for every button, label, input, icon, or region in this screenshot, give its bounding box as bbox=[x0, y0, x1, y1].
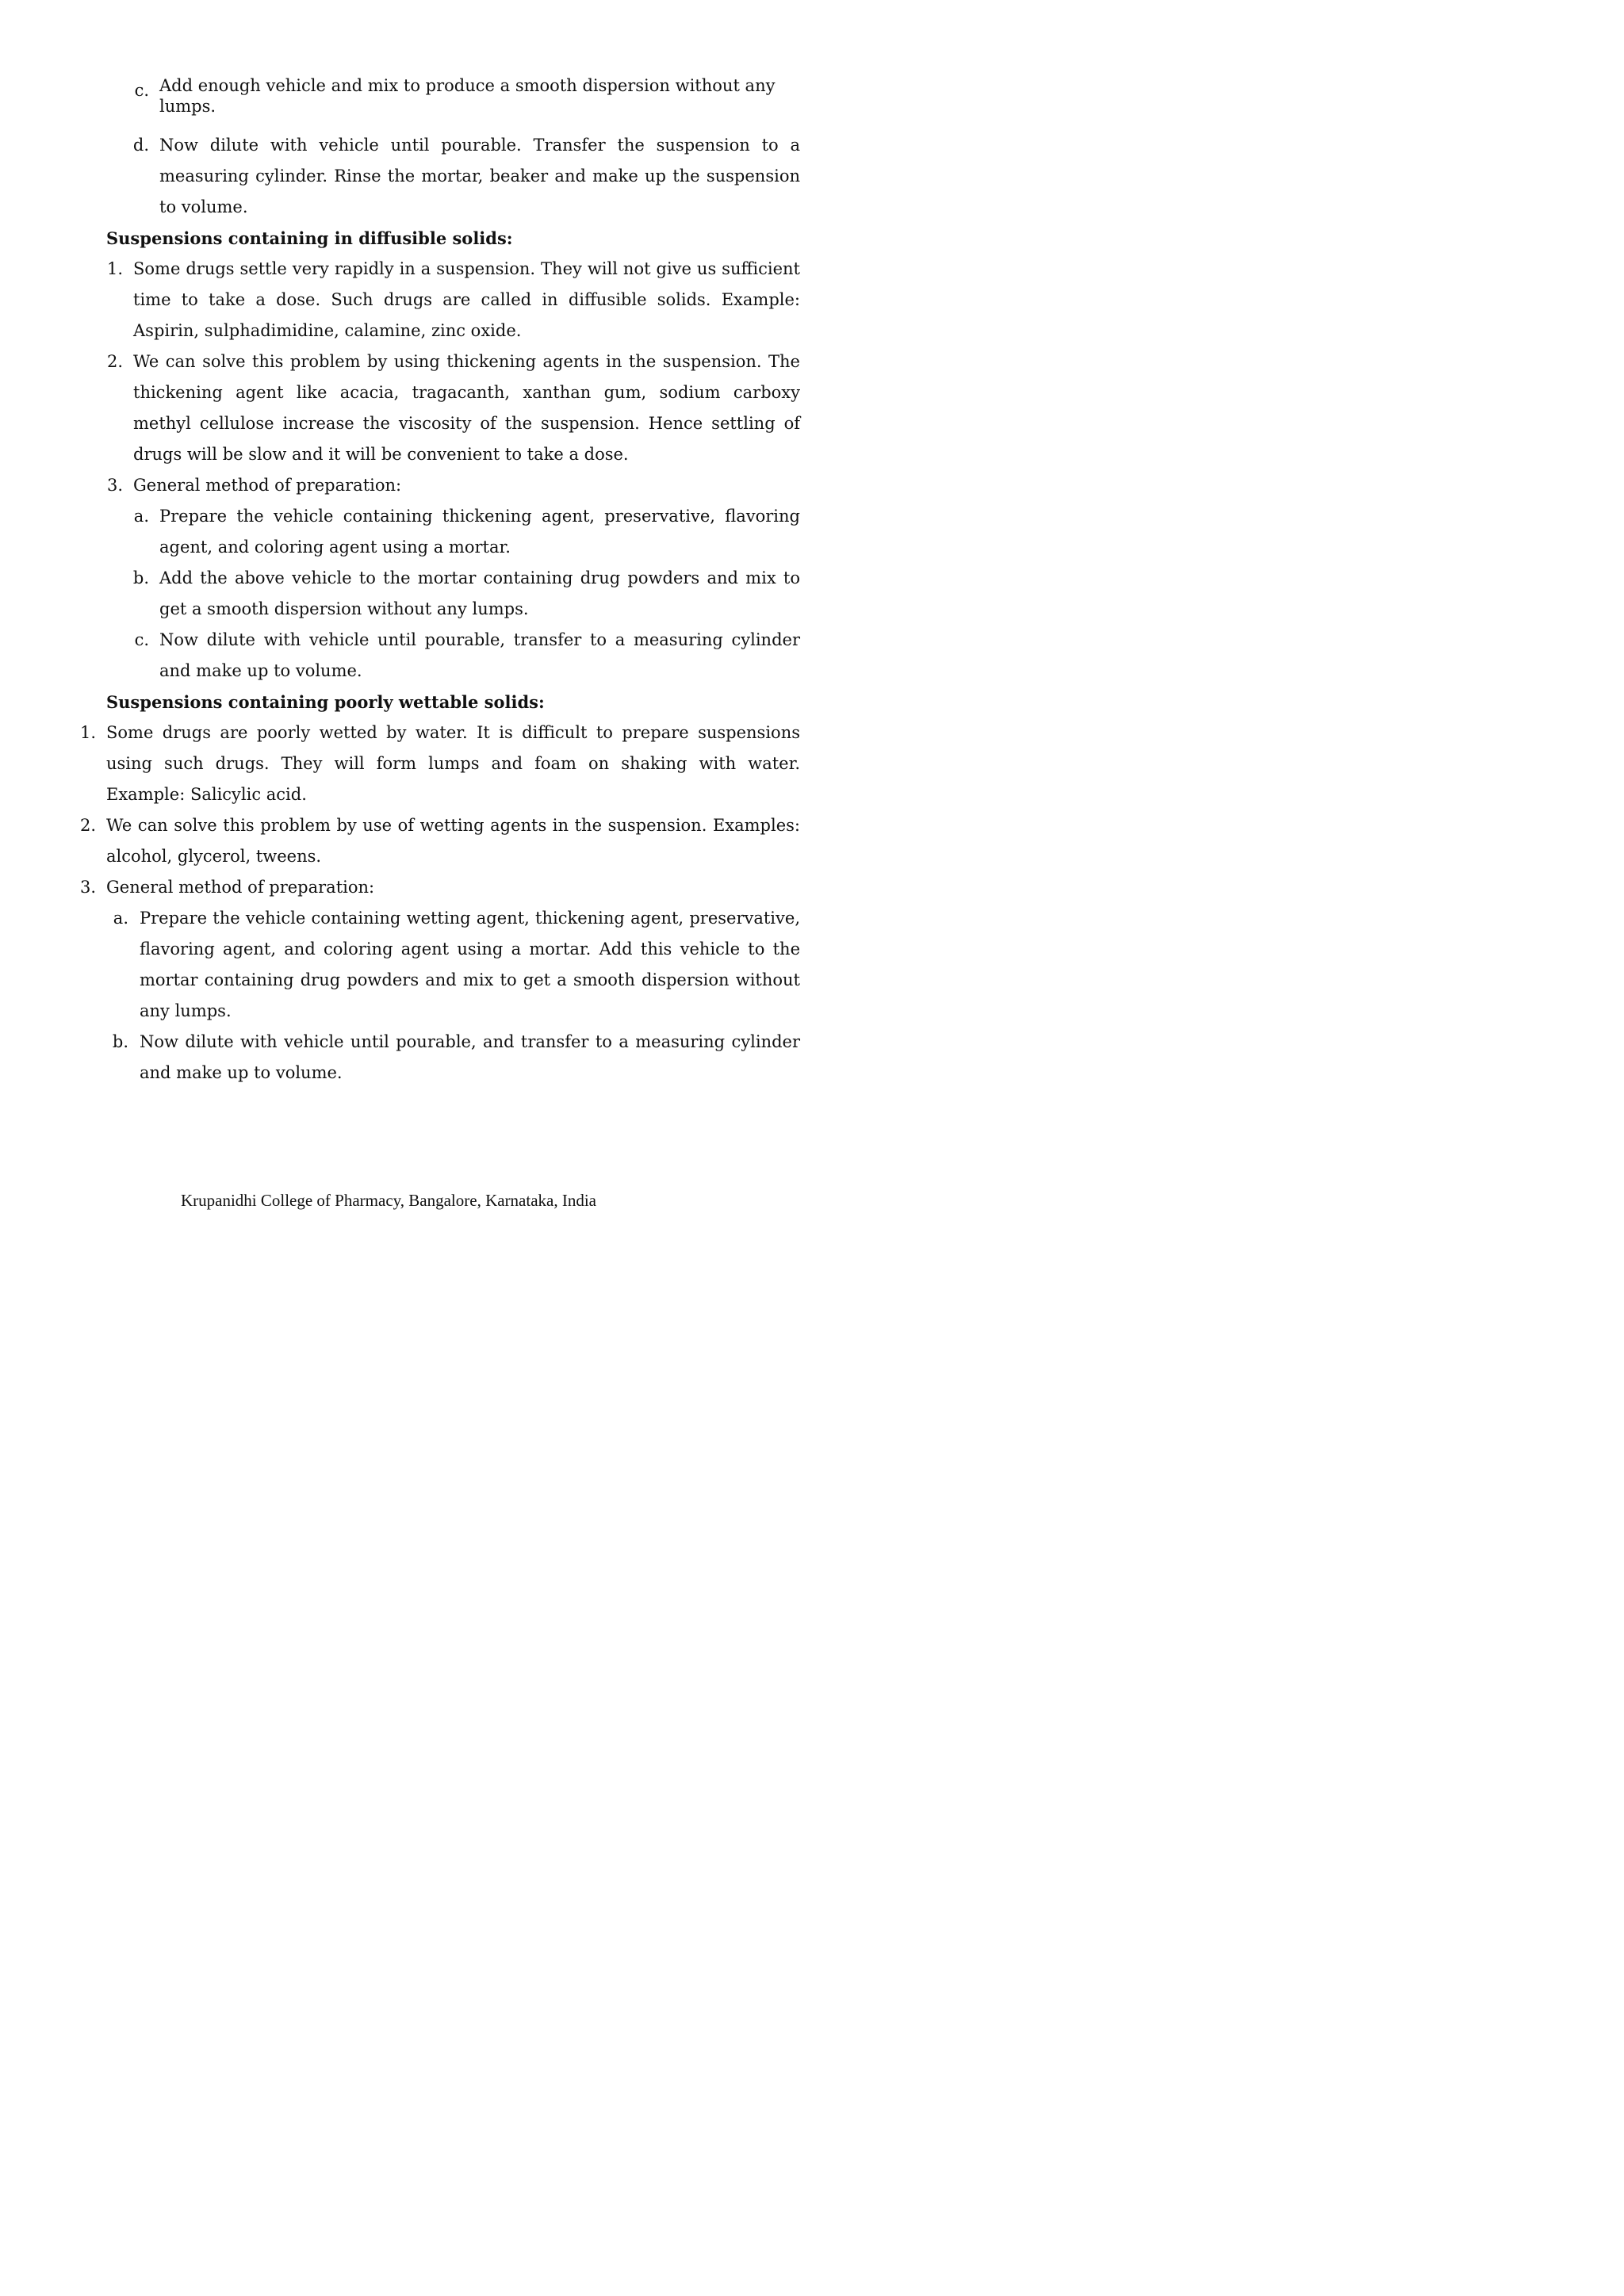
list-marker: 3. bbox=[79, 878, 96, 897]
list-marker: c. bbox=[134, 81, 149, 100]
list-item bbox=[0, 75, 872, 117]
list-item bbox=[0, 872, 872, 903]
list-item-text: General method of preparation: bbox=[106, 878, 375, 897]
sub-list-item bbox=[0, 1027, 872, 1089]
list-item-text: Some drugs settle very rapidly in a suspension. They will not give us sufficient time to take a dose. Such drugs are called in diffusible solids. Example: Aspirin, sulphadimidine, calamine, zinc oxide. bbox=[133, 259, 800, 340]
page-footer: Krupanidhi College of Pharmacy, Bangalore, Karnataka, India bbox=[180, 1191, 597, 1210]
list-item-text: Now dilute with vehicle until pourable. Transfer the suspension to a measuring cylinder. Rinse the mortar, beaker and make up the suspension to volume. bbox=[159, 136, 800, 216]
list-marker: 1. bbox=[79, 723, 96, 742]
list-item bbox=[0, 718, 872, 810]
list-item-text: Add enough vehicle and mix to produce a smooth dispersion without any lumps. bbox=[159, 76, 776, 116]
list-item-text: Now dilute with vehicle until pourable, and transfer to a measuring cylinder and make up to volume. bbox=[140, 1032, 800, 1082]
section-heading: Suspensions containing in diffusible solids: bbox=[106, 228, 513, 248]
list-item-text: Now dilute with vehicle until pourable, transfer to a measuring cylinder and make up to volume. bbox=[159, 630, 800, 680]
list-item bbox=[0, 810, 872, 872]
sub-list-item bbox=[0, 625, 872, 687]
list-item-text: Add the above vehicle to the mortar containing drug powders and mix to get a smooth dispersion without any lumps. bbox=[159, 568, 800, 618]
list-marker: 1. bbox=[106, 259, 123, 278]
list-marker: a. bbox=[133, 507, 149, 526]
list-item bbox=[0, 470, 872, 501]
sub-list-item bbox=[0, 903, 872, 1027]
list-marker: 2. bbox=[79, 816, 96, 835]
list-item-text: Prepare the vehicle containing thickening agent, preservative, flavoring agent, and coloring agent using a mortar. bbox=[159, 507, 800, 557]
section-list bbox=[0, 254, 872, 687]
sub-list-item bbox=[0, 563, 872, 625]
list-marker: b. bbox=[132, 568, 149, 587]
list-item-text: Prepare the vehicle containing wetting agent, thickening agent, preservative, flavoring agent, and coloring agent using a mortar. Add this vehicle to the mortar containing drug powders and mix to get a smooth dispersion without any lumps. bbox=[140, 909, 800, 1020]
section-list bbox=[0, 718, 872, 1089]
list-item-text: We can solve this problem by use of wetting agents in the suspension. Examples: alcohol, glycerol, tweens. bbox=[106, 816, 800, 866]
document-body bbox=[0, 75, 872, 1089]
list-item bbox=[0, 130, 872, 223]
sub-list-item bbox=[0, 501, 872, 563]
list-marker: d. bbox=[132, 136, 149, 155]
list-marker: c. bbox=[134, 630, 149, 649]
list-marker: 2. bbox=[106, 352, 123, 371]
document-page bbox=[0, 0, 872, 1234]
list-marker: a. bbox=[113, 909, 128, 928]
section-heading: Suspensions containing poorly wettable solids: bbox=[106, 692, 545, 712]
list-item bbox=[0, 254, 872, 346]
list-item bbox=[0, 346, 872, 470]
list-marker: 3. bbox=[106, 476, 123, 495]
list-item-text: General method of preparation: bbox=[133, 476, 402, 495]
list-item-text: We can solve this problem by using thickening agents in the suspension. The thickening agent like acacia, tragacanth, xanthan gum, sodium carboxy methyl cellulose increase the viscosity of the suspension. Hence settling of drugs will be slow and it will be convenient to take a dose. bbox=[133, 352, 800, 464]
list-item-text: Some drugs are poorly wetted by water. It is difficult to prepare suspensions using such drugs. They will form lumps and foam on shaking with water. Example: Salicylic acid. bbox=[106, 723, 800, 804]
continued-list bbox=[0, 75, 872, 223]
list-marker: b. bbox=[112, 1032, 128, 1051]
